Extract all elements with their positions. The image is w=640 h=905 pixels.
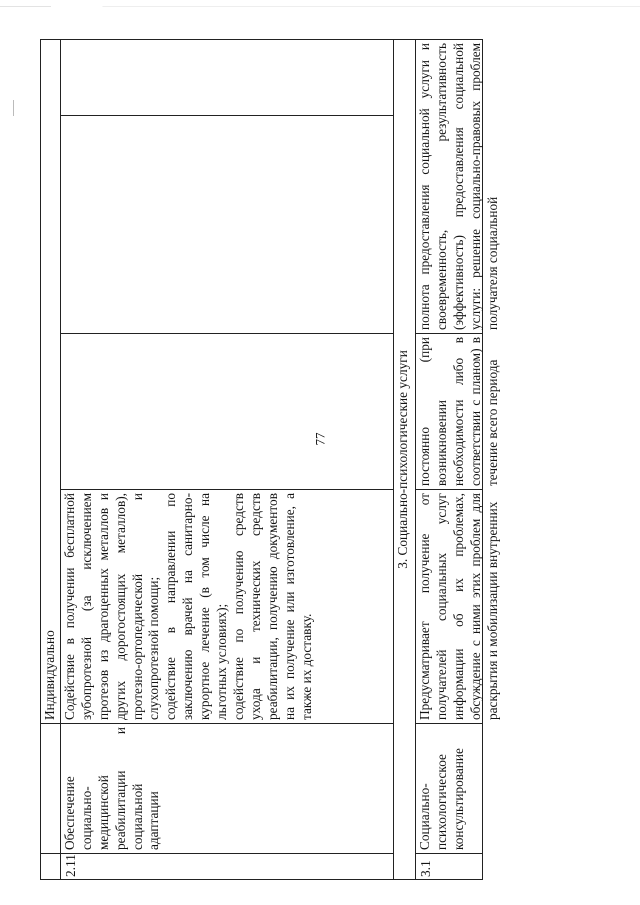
services-table xyxy=(40,39,500,880)
page-number: 77 xyxy=(312,432,328,446)
service-frequency: постоянно (при возникновении необходимости либо в соответствии с планом) в течение всего периода xyxy=(415,334,482,490)
rotated-page-content xyxy=(40,40,505,880)
scan-margin-mark xyxy=(13,100,14,116)
content-item: содействие в направлении по заключению врачей на санитарно-курортное лечение (в том числе на льготных условиях); xyxy=(163,493,230,720)
cell-empty xyxy=(60,334,393,490)
service-name: Социально-психологическое консультирование xyxy=(415,724,482,854)
row-number: 2.11 xyxy=(60,854,393,880)
section-title: 3. Социально-психологические услуги xyxy=(393,39,415,879)
table-row-2-11 xyxy=(60,39,393,879)
cell-empty xyxy=(41,854,61,880)
table-row-section-3 xyxy=(393,39,415,879)
content-item: Содействие в получении бесплатной зубопротезной (за исключением протезов из драгоценных металлов и других дорогостоящих металлов), протезно-ортопедической и слухопротезной помощи; xyxy=(61,493,162,720)
row-number: 3.1 xyxy=(415,854,482,880)
service-content xyxy=(60,490,393,724)
service-criteria: полнота предоставления социальной услуги и своевременность, результативность (эффективность) предоставления социальной услуги: решение социально-правовых проблем получателя социальной xyxy=(415,39,482,333)
cell-empty xyxy=(60,116,393,334)
table-row-header-individual xyxy=(41,39,61,879)
cell-empty xyxy=(60,39,393,115)
individual-label: Индивидуально xyxy=(41,39,61,723)
content-item: содействие по получению средств ухода и технических средств реабилитации, получению документов на их получение или изготовление, а также их доставку. xyxy=(230,493,314,720)
service-name: Обеспечение социально-медицинской реабилитации и социальной адаптации xyxy=(60,724,393,854)
service-content: Предусматривает получение от получателей социальных услуг информации об их проблемах, обсуждение с ними этих проблем для раскрытия и мобилизации внутренних xyxy=(415,490,482,724)
scan-edge-line xyxy=(0,6,640,7)
cell-empty xyxy=(41,724,61,854)
table-row-3-1 xyxy=(415,39,482,879)
